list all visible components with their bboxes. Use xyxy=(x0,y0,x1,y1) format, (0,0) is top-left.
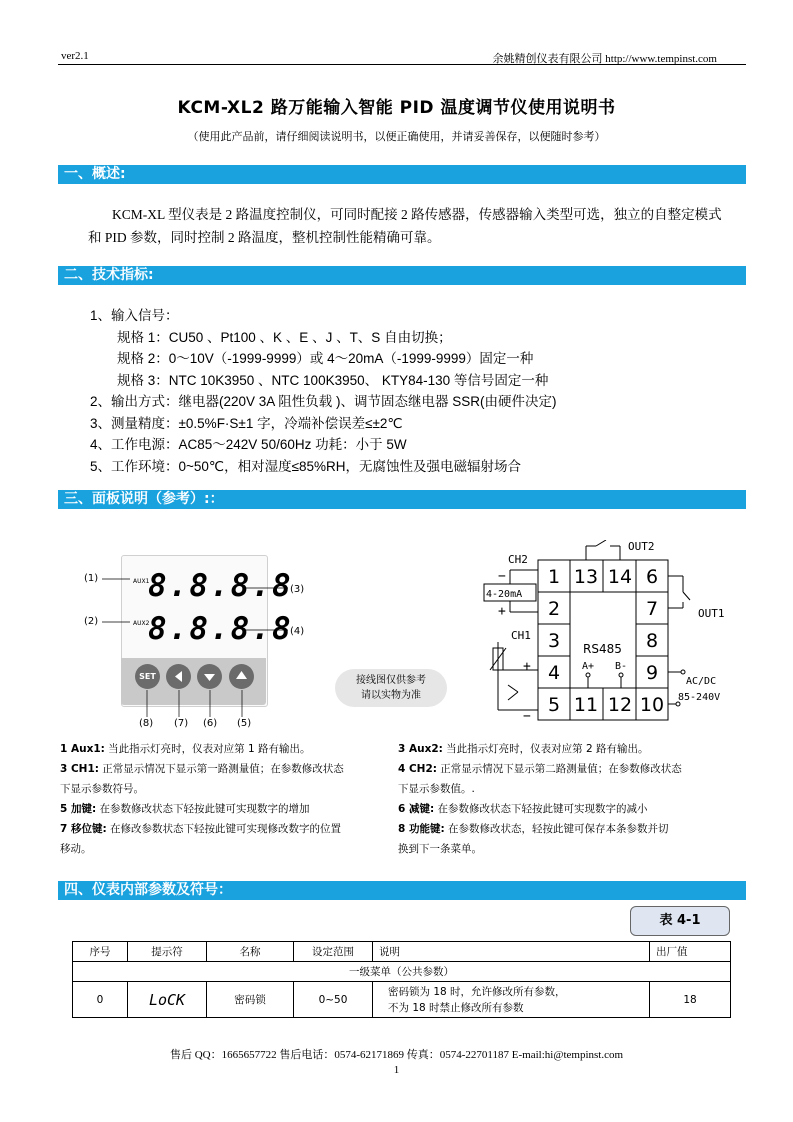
desc-key: 5 加键: xyxy=(60,803,97,815)
overview-paragraph xyxy=(88,203,748,249)
company-header: 余姚精创仪表有限公司 http://www.tempinst.com xyxy=(492,53,717,65)
terminal-12: 12 xyxy=(607,694,633,716)
table-header: 提示符 xyxy=(128,942,207,962)
table-header: 名称 xyxy=(207,942,294,962)
cell-no: 0 xyxy=(73,982,128,1018)
callout-1: (1) xyxy=(84,573,99,584)
ch2-plus: + xyxy=(498,604,506,619)
overview-line-1: KCM-XL 型仪表是 2 路温度控制仪，可同时配接 2 路传感器，传感器输入类型可选，独立的自整定模式 xyxy=(112,207,722,222)
footer-contact: 售后 QQ：1665657722 售后电话：0574-62171869 传真：0574-22701187 E-mail:hi@tempinst.com xyxy=(169,1049,624,1061)
spec-item: 2、输出方式：继电器(220V 3A 阻性负载 )、调节固态继电器 SSR(由硬件决定) xyxy=(90,394,557,409)
desc-key: 3 Aux2: xyxy=(398,743,443,755)
spec-item: 规格 3：NTC 10K3950 、NTC 100K3950、 KTY84-130 等信号固定一种 xyxy=(117,372,549,388)
section-heading-overview: 一、概述: xyxy=(58,165,746,184)
display-ch2: 8.8.8.8 xyxy=(148,611,293,647)
description-right xyxy=(398,739,743,859)
cell-symbol: LoCK xyxy=(128,982,207,1018)
table-row xyxy=(73,982,731,1018)
terminal-10: 10 xyxy=(639,694,665,716)
section-heading-panel: 三、面板说明（参考）:： xyxy=(58,490,746,509)
group-label: 一级菜单（公共参数） xyxy=(73,962,731,982)
wiring-note-line-1: 接线图仅供参考 xyxy=(356,675,426,686)
desc-key: 4 CH2: xyxy=(398,763,437,775)
ch1-minus: − xyxy=(523,709,531,724)
range-label: 4-20mA xyxy=(486,589,523,600)
spec-item: 4、工作电源：AC85～242V 50/60Hz 功耗：小于 5W xyxy=(90,437,407,452)
wiring-diagram xyxy=(478,540,733,730)
page-number: 1 xyxy=(393,1064,400,1076)
parameter-table xyxy=(72,941,731,1018)
callout-3: (3) xyxy=(290,584,305,595)
desc-text: 移动。 xyxy=(60,843,92,855)
terminal-14: 14 xyxy=(607,566,633,588)
table-header: 出厂值 xyxy=(650,942,731,962)
desc-key: 6 减键: xyxy=(398,803,435,815)
desc-text: 在参数修改状态，轻按此键可保存本条参数并切 xyxy=(444,823,669,835)
ch2-label: CH2 xyxy=(508,553,528,566)
spec-list xyxy=(90,305,557,477)
desc-key: 7 移位键: xyxy=(60,823,107,835)
cell-desc xyxy=(373,982,650,1018)
desc-text: 当此指示灯亮时，仪表对应第 2 路有输出。 xyxy=(442,743,649,755)
desc-text: 当此指示灯亮时，仪表对应第 1 路有输出。 xyxy=(104,743,311,755)
a-plus-label: A+ xyxy=(582,661,595,672)
desc-text: 在参数修改状态下轻按此键可实现数字的增加 xyxy=(96,803,310,815)
callout-2: (2) xyxy=(84,616,99,627)
callout-7: (7) xyxy=(174,718,189,729)
document-subtitle: （使用此产品前，请仔细阅读说明书，以便正确使用，并请妥善保存，以便随时参考） xyxy=(187,131,606,143)
callout-leader-lines xyxy=(80,560,310,730)
callout-4: (4) xyxy=(290,626,305,637)
overview-line-2: 和 PID 参数，同时控制 2 路温度，整机控制性能精确可靠。 xyxy=(88,230,441,245)
section-heading-params: 四、仪表内部参数及符号： xyxy=(58,881,746,900)
terminal-5: 5 xyxy=(547,694,561,716)
terminal-8: 8 xyxy=(645,630,659,652)
wiring-note-line-2: 请以实物为准 xyxy=(361,690,421,701)
terminal-9: 9 xyxy=(645,662,659,684)
cell-desc-line: 不为 18 时禁止修改所有参数 xyxy=(388,1001,524,1014)
document-title: KCM-XL2 路万能输入智能 PID 温度调节仪使用说明书 xyxy=(177,98,616,118)
wiring-note xyxy=(335,669,447,707)
spec-item: 规格 2：0～10V（-1999-9999）或 4～20mA（-1999-9999）固定一种 xyxy=(117,351,534,366)
b-minus-label: B- xyxy=(615,661,628,672)
desc-text: 下显示参数值。. xyxy=(398,783,475,795)
section-heading-specs: 二、技术指标: xyxy=(58,266,746,285)
header-divider xyxy=(58,64,746,65)
spec-item: 5、工作环境：0~50℃，相对湿度≤85%RH，无腐蚀性及强电磁辐射场合 xyxy=(90,458,522,474)
desc-text: 换到下一条菜单。 xyxy=(398,843,482,855)
desc-text: 在修改参数状态下轻按此键可实现修改数字的位置 xyxy=(106,823,342,835)
out1-label: OUT1 xyxy=(698,607,725,620)
power-label-1: AC/DC xyxy=(686,676,717,687)
callout-5: (5) xyxy=(237,718,252,729)
desc-key: 1 Aux1: xyxy=(60,743,105,755)
desc-text: 在参数修改状态下轻按此键可实现数字的减小 xyxy=(434,803,648,815)
terminal-11: 11 xyxy=(573,694,599,716)
cell-default: 18 xyxy=(650,982,731,1018)
terminal-4: 4 xyxy=(547,662,561,684)
terminal-7: 7 xyxy=(645,598,659,620)
terminal-13: 13 xyxy=(573,566,599,588)
cell-name: 密码锁 xyxy=(207,982,294,1018)
description-left xyxy=(60,739,390,859)
cell-desc-line: 密码锁为 18 时，允许修改所有参数， xyxy=(388,985,566,998)
aux1-indicator: AUX1 xyxy=(133,578,150,585)
power-label-2: 85-240V xyxy=(678,692,721,703)
set-button[interactable]: SET xyxy=(135,664,160,689)
rs485-label: RS485 xyxy=(583,642,622,656)
callout-6: (6) xyxy=(203,718,218,729)
terminal-6: 6 xyxy=(645,566,659,588)
out2-label: OUT2 xyxy=(628,540,655,553)
spec-item: 规格 1：CU50 、Pt100 、K 、E 、J 、T、S 自由切换； xyxy=(117,329,452,345)
spec-item: 3、测量精度：±0.5%F·S±1 字，冷端补偿误差≤±2℃ xyxy=(90,415,403,431)
desc-key: 3 CH1: xyxy=(60,763,99,775)
table-header: 说明 xyxy=(373,942,650,962)
desc-text: 正常显示情况下显示第一路测量值；在参数修改状态 xyxy=(98,763,344,775)
terminal-3: 3 xyxy=(547,630,561,652)
table-header: 设定范围 xyxy=(294,942,373,962)
table-header: 序号 xyxy=(73,942,128,962)
terminal-2: 2 xyxy=(547,598,561,620)
desc-text: 正常显示情况下显示第二路测量值；在参数修改状态 xyxy=(436,763,682,775)
spec-item: 1、输入信号： xyxy=(90,308,179,323)
cell-range: 0~50 xyxy=(294,982,373,1018)
display-ch1: 8.8.8.8 xyxy=(148,568,293,604)
ch1-plus: + xyxy=(523,659,531,674)
table-header-row xyxy=(73,942,731,962)
ch2-minus: − xyxy=(498,569,506,584)
terminal-1: 1 xyxy=(547,566,561,588)
desc-key: 8 功能键: xyxy=(398,823,445,835)
ch1-label: CH1 xyxy=(511,629,531,642)
aux2-indicator: AUX2 xyxy=(133,620,150,627)
table-group-row xyxy=(73,962,731,982)
version-label: ver2.1 xyxy=(61,50,89,62)
desc-text: 下显示参数符号。 xyxy=(60,783,144,795)
table-label: 表 4-1 xyxy=(630,906,730,936)
callout-8: (8) xyxy=(139,718,154,729)
